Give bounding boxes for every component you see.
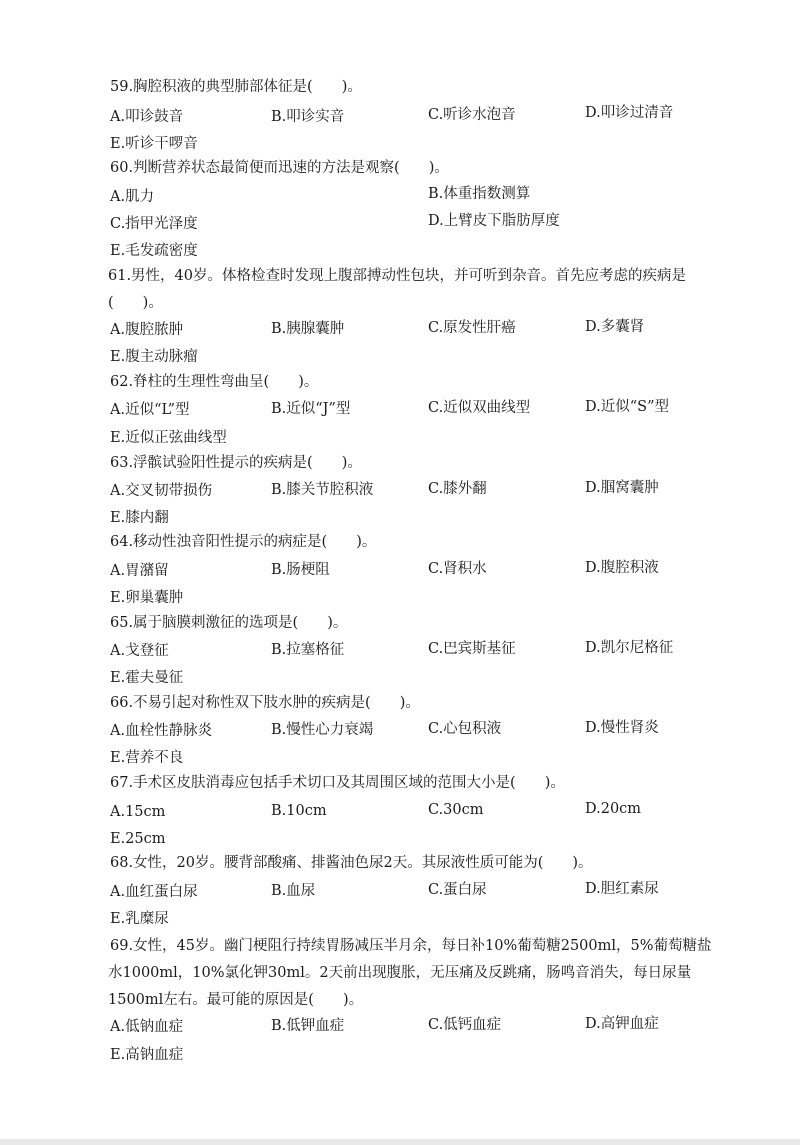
question-63-option-b: B.膝关节腔积液 [271, 482, 374, 498]
question-64-stem: 64.移动性浊音阳性提示的病症是( )。 [110, 534, 377, 550]
question-62-option-a: A.近似“L”型 [110, 402, 190, 418]
question-67-option-c: C.30cm [428, 802, 484, 818]
question-69-option-a: A.低钠血症 [110, 1019, 184, 1035]
question-66-option-d: D.慢性肾炎 [585, 720, 659, 736]
question-66-option-e: E.营养不良 [110, 750, 184, 766]
question-64-option-d: D.腹腔积液 [585, 560, 659, 576]
question-61-option-c: C.原发性肝癌 [428, 320, 516, 336]
question-69-option-b: B.低钾血症 [271, 1018, 345, 1034]
question-60-stem: 60.判断营养状态最简便而迅速的方法是观察( )。 [110, 160, 449, 176]
question-60-option-c: C.指甲光泽度 [110, 216, 198, 232]
question-62-option-d: D.近似“S”型 [585, 399, 669, 415]
question-62-option-e: E.近似正弦曲线型 [110, 430, 227, 446]
question-65-option-b: B.拉塞格征 [271, 642, 345, 658]
question-62-option-b: B.近似“J”型 [271, 401, 351, 417]
question-61-option-a: A.腹腔脓肿 [110, 322, 184, 338]
question-67-option-a: A.15cm [110, 804, 166, 820]
question-66-option-a: A.血栓性静脉炎 [110, 723, 213, 739]
question-59-option-c: C.听诊水泡音 [428, 107, 516, 123]
question-64-option-b: B.肠梗阻 [271, 562, 330, 578]
question-68-option-d: D.胆红素尿 [585, 881, 659, 897]
question-68-option-c: C.蛋白尿 [428, 882, 487, 898]
question-59-option-b: B.叩诊实音 [271, 109, 345, 125]
question-64-option-e: E.卵巢囊肿 [110, 590, 184, 606]
question-65-option-e: E.霍夫曼征 [110, 670, 184, 686]
question-67-option-b: B.10cm [271, 803, 327, 819]
question-59-option-e: E.听诊干啰音 [110, 136, 198, 152]
question-59-option-a: A.叩诊鼓音 [110, 109, 184, 125]
question-61-option-e: E.腹主动脉瘤 [110, 349, 198, 365]
question-68-stem: 68.女性，20岁。腰背部酸痛、排酱油色尿2天。其尿液性质可能为( )。 [110, 855, 593, 871]
question-65-option-d: D.凯尔尼格征 [585, 640, 674, 656]
question-63-option-c: C.膝外翻 [428, 481, 487, 497]
question-64-option-a: A.胃潴留 [110, 563, 169, 579]
question-61-stem: 61.男性，40岁。体格检查时发现上腹部搏动性包块，并可听到杂音。首先应考虑的疾病是( )。 [108, 268, 687, 311]
question-65-option-c: C.巴宾斯基征 [428, 641, 516, 657]
question-68-option-e: E.乳糜尿 [110, 911, 169, 927]
question-68-option-a: A.血红蛋白尿 [110, 884, 198, 900]
question-63-option-e: E.膝内翻 [110, 510, 169, 526]
question-61-option-b: B.胰腺囊肿 [271, 321, 345, 337]
question-64-option-c: C.肾积水 [428, 561, 487, 577]
question-60-option-e: E.毛发疏密度 [110, 243, 198, 259]
question-62-stem: 62.脊柱的生理性弯曲呈( )。 [110, 374, 319, 390]
question-69-option-c: C.低钙血症 [428, 1017, 502, 1033]
question-69-stem: 69.女性，45岁。幽门梗阻行持续胃肠减压半月余，每日补10%葡萄糖2500ml，5%葡萄糖盐水1000ml，10%氯化钾30ml。2天前出现腹胀，无压痛及反跳痛，肠鸣音消失，每日尿量1500ml左右。最可能的原因是( )。 [108, 938, 712, 1008]
question-63-stem: 63.浮髌试验阳性提示的疾病是( )。 [110, 455, 362, 471]
question-60-option-b: B.体重指数测算 [428, 186, 531, 202]
question-60-option-d: D.上臂皮下脂肪厚度 [428, 213, 560, 229]
question-66-option-b: B.慢性心力衰竭 [271, 722, 374, 738]
question-68-option-b: B.血尿 [271, 883, 316, 899]
question-67-option-d: D.20cm [585, 801, 642, 817]
question-62-option-c: C.近似双曲线型 [428, 400, 531, 416]
question-61-option-d: D.多囊肾 [585, 319, 645, 335]
question-59-stem: 59.胸腔积液的典型肺部体征是( )。 [110, 79, 362, 95]
question-67-option-e: E.25cm [110, 831, 166, 847]
question-66-option-c: C.心包积液 [428, 721, 502, 737]
question-67-stem: 67.手术区皮肤消毒应包括手术切口及其周围区域的范围大小是( )。 [110, 775, 565, 791]
question-65-option-a: A.戈登征 [110, 643, 169, 659]
question-60-option-a: A.肌力 [110, 189, 155, 205]
question-69-option-d: D.高钾血症 [585, 1016, 659, 1032]
question-59-option-d: D.叩诊过清音 [585, 105, 674, 121]
question-69-option-e: E.高钠血症 [110, 1047, 184, 1063]
question-66-stem: 66.不易引起对称性双下肢水肿的疾病是( )。 [110, 695, 420, 711]
question-63-option-a: A.交叉韧带损伤 [110, 483, 213, 499]
question-65-stem: 65.属于脑膜刺激征的选项是( )。 [110, 615, 348, 631]
question-63-option-d: D.腘窝囊肿 [585, 480, 659, 496]
scan-bottom-edge [0, 1139, 800, 1145]
